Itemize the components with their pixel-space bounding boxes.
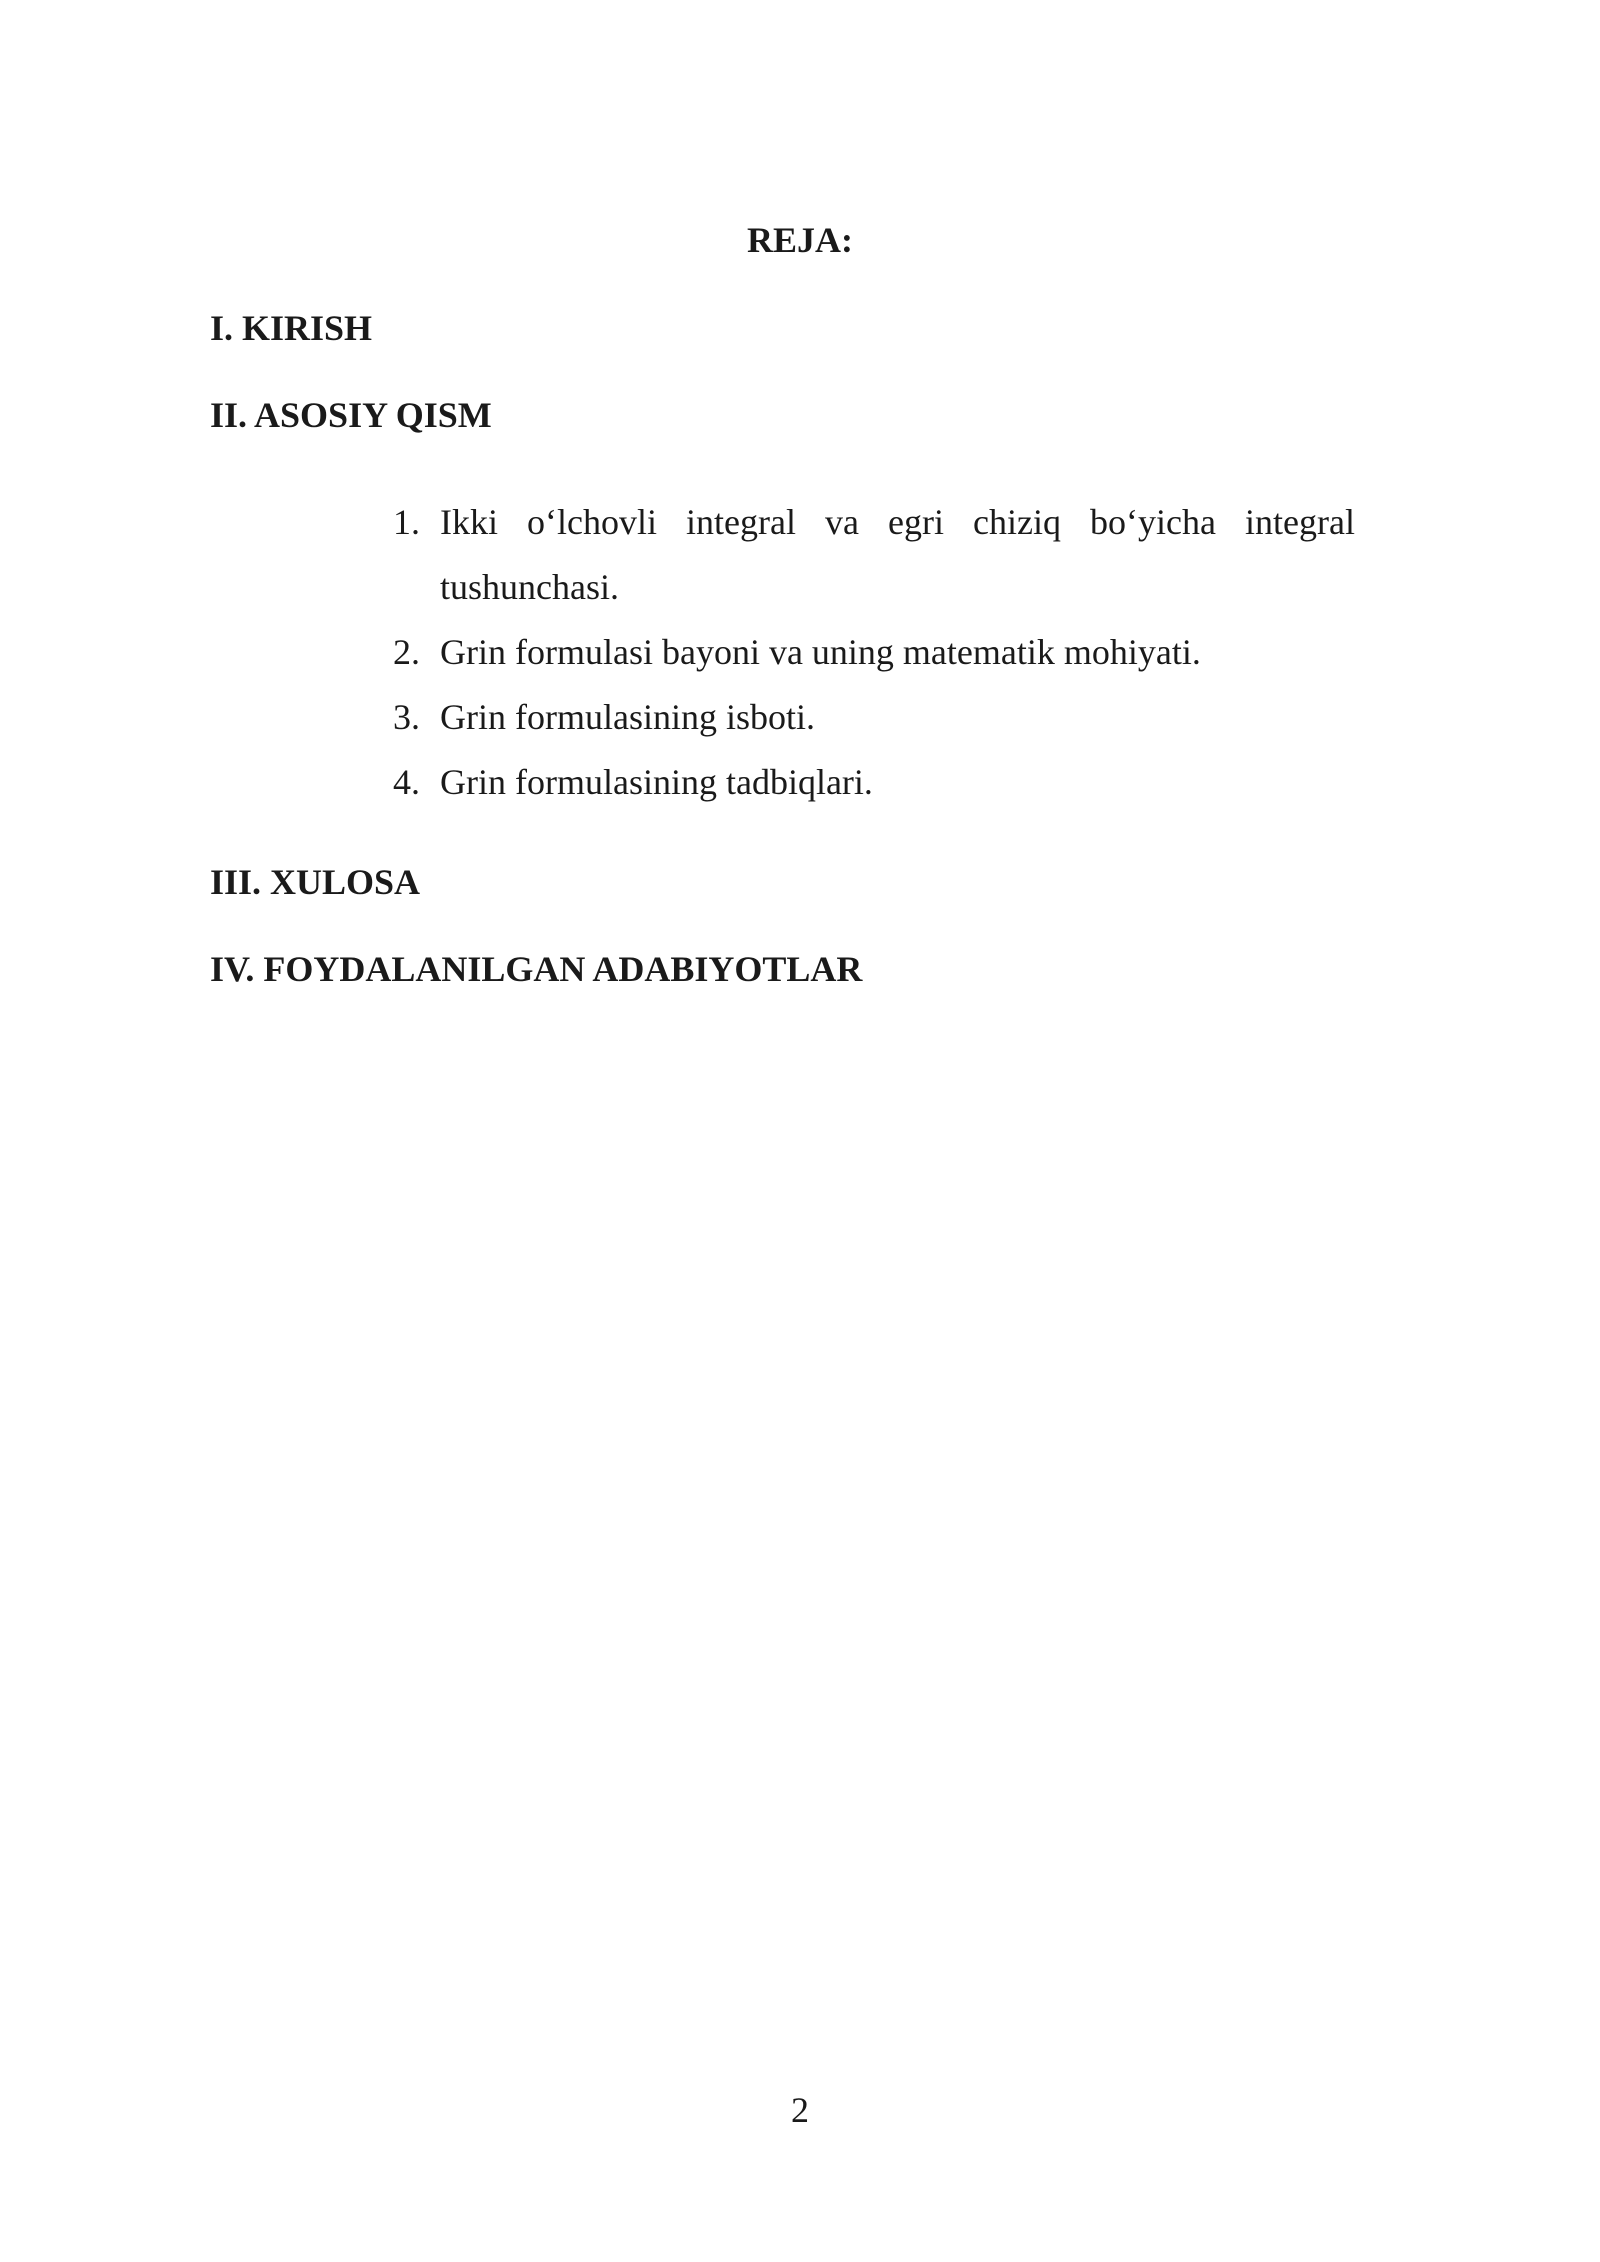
page-title: REJA:	[747, 220, 853, 260]
plan-list	[380, 490, 1355, 815]
list-item-text: Ikki o‘lchovli integral va egri chiziq bo‘yicha integral tushunchasi.	[440, 502, 1355, 607]
section-heading-conclusion: III. XULOSA	[210, 862, 421, 902]
list-item-number: 1.	[393, 502, 420, 542]
list-item	[380, 750, 1355, 815]
list-item	[380, 685, 1355, 750]
section-heading-main-part: II. ASOSIY QISM	[210, 395, 492, 435]
list-item-number: 4.	[393, 762, 420, 802]
list-item	[380, 620, 1355, 685]
section-heading-references: IV. FOYDALANILGAN ADABIYOTLAR	[210, 949, 863, 989]
list-item	[380, 490, 1355, 620]
list-item-text: Grin formulasi bayoni va uning matematik mohiyati.	[440, 632, 1201, 672]
list-item-text: Grin formulasining isboti.	[440, 697, 815, 737]
list-item-number: 2.	[393, 632, 420, 672]
list-item-number: 3.	[393, 697, 420, 737]
list-item-text: Grin formulasining tadbiqlari.	[440, 762, 873, 802]
section-heading-introduction: I. KIRISH	[210, 308, 373, 348]
page-number: 2	[791, 2090, 809, 2130]
